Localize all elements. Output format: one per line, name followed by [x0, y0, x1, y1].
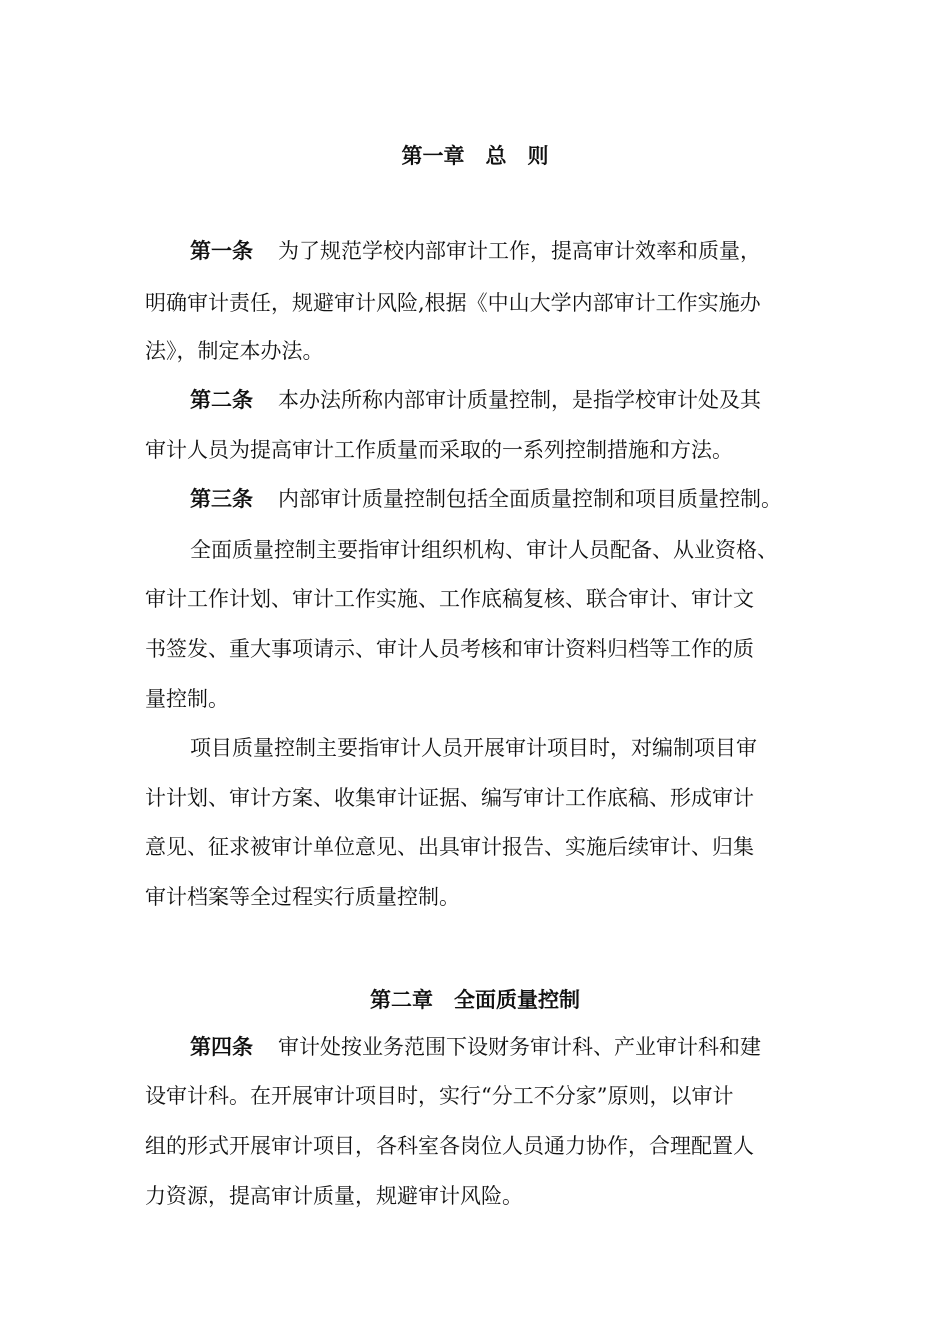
article-4-line-4: 力资源，提高审计质量，规避审计风险。: [145, 1184, 523, 1208]
article-1-line-1: 为了规范学校内部审计工作，提高审计效率和质量，: [278, 239, 761, 263]
article-1-line-3: 法》，制定本办法。: [145, 339, 324, 363]
overall-line-1: 全面质量控制主要指审计组织机构、审计人员配备、从业资格、: [190, 538, 778, 562]
article-3-first-line: [190, 486, 782, 512]
article-3-label: 第三条: [190, 487, 253, 511]
chapter-2-title: 第二章 全面质量控制: [370, 988, 580, 1012]
article-2-label: 第二条: [190, 388, 253, 412]
project-line-3: 意见、征求被审计单位意见、出具审计报告、实施后续审计、归集: [145, 835, 754, 859]
project-line-1: 项目质量控制主要指审计人员开展审计项目时，对编制项目审: [190, 736, 757, 760]
article-2-first-line: [190, 387, 761, 413]
overall-line-3: 书签发、重大事项请示、审计人员考核和审计资料归档等工作的质: [145, 637, 754, 661]
article-3-line-1: 内部审计质量控制包括全面质量控制和项目质量控制。: [278, 487, 782, 511]
article-2-line-1: 本办法所称内部审计质量控制，是指学校审计处及其: [278, 388, 761, 412]
article-4-line-3: 组的形式开展审计项目，各科室各岗位人员通力协作，合理配置人: [145, 1134, 754, 1158]
article-4-line-2: 设审计科。在开展审计项目时，实行“分工不分家”原则，以审计: [145, 1084, 734, 1108]
article-4-label: 第四条: [190, 1035, 253, 1059]
article-1-first-line: [190, 238, 761, 264]
article-1-label: 第一条: [190, 239, 253, 263]
chapter-1-title: 第一章 总 则: [401, 144, 549, 168]
article-2-line-2: 审计人员为提高审计工作质量而采取的一系列控制措施和方法。: [145, 438, 733, 462]
overall-line-4: 量控制。: [145, 687, 229, 711]
project-line-4: 审计档案等全过程实行质量控制。: [145, 885, 460, 909]
article-4-first-line: [190, 1034, 761, 1060]
overall-line-2: 审计工作计划、审计工作实施、工作底稿复核、联合审计、审计文: [145, 587, 754, 611]
project-line-2: 计计划、审计方案、收集审计证据、编写审计工作底稿、形成审计: [145, 786, 754, 810]
article-4-line-1: 审计处按业务范围下设财务审计科、产业审计科和建: [278, 1035, 761, 1059]
article-1-line-2: 明确审计责任，规避审计风险,根据《中山大学内部审计工作实施办: [145, 291, 761, 315]
